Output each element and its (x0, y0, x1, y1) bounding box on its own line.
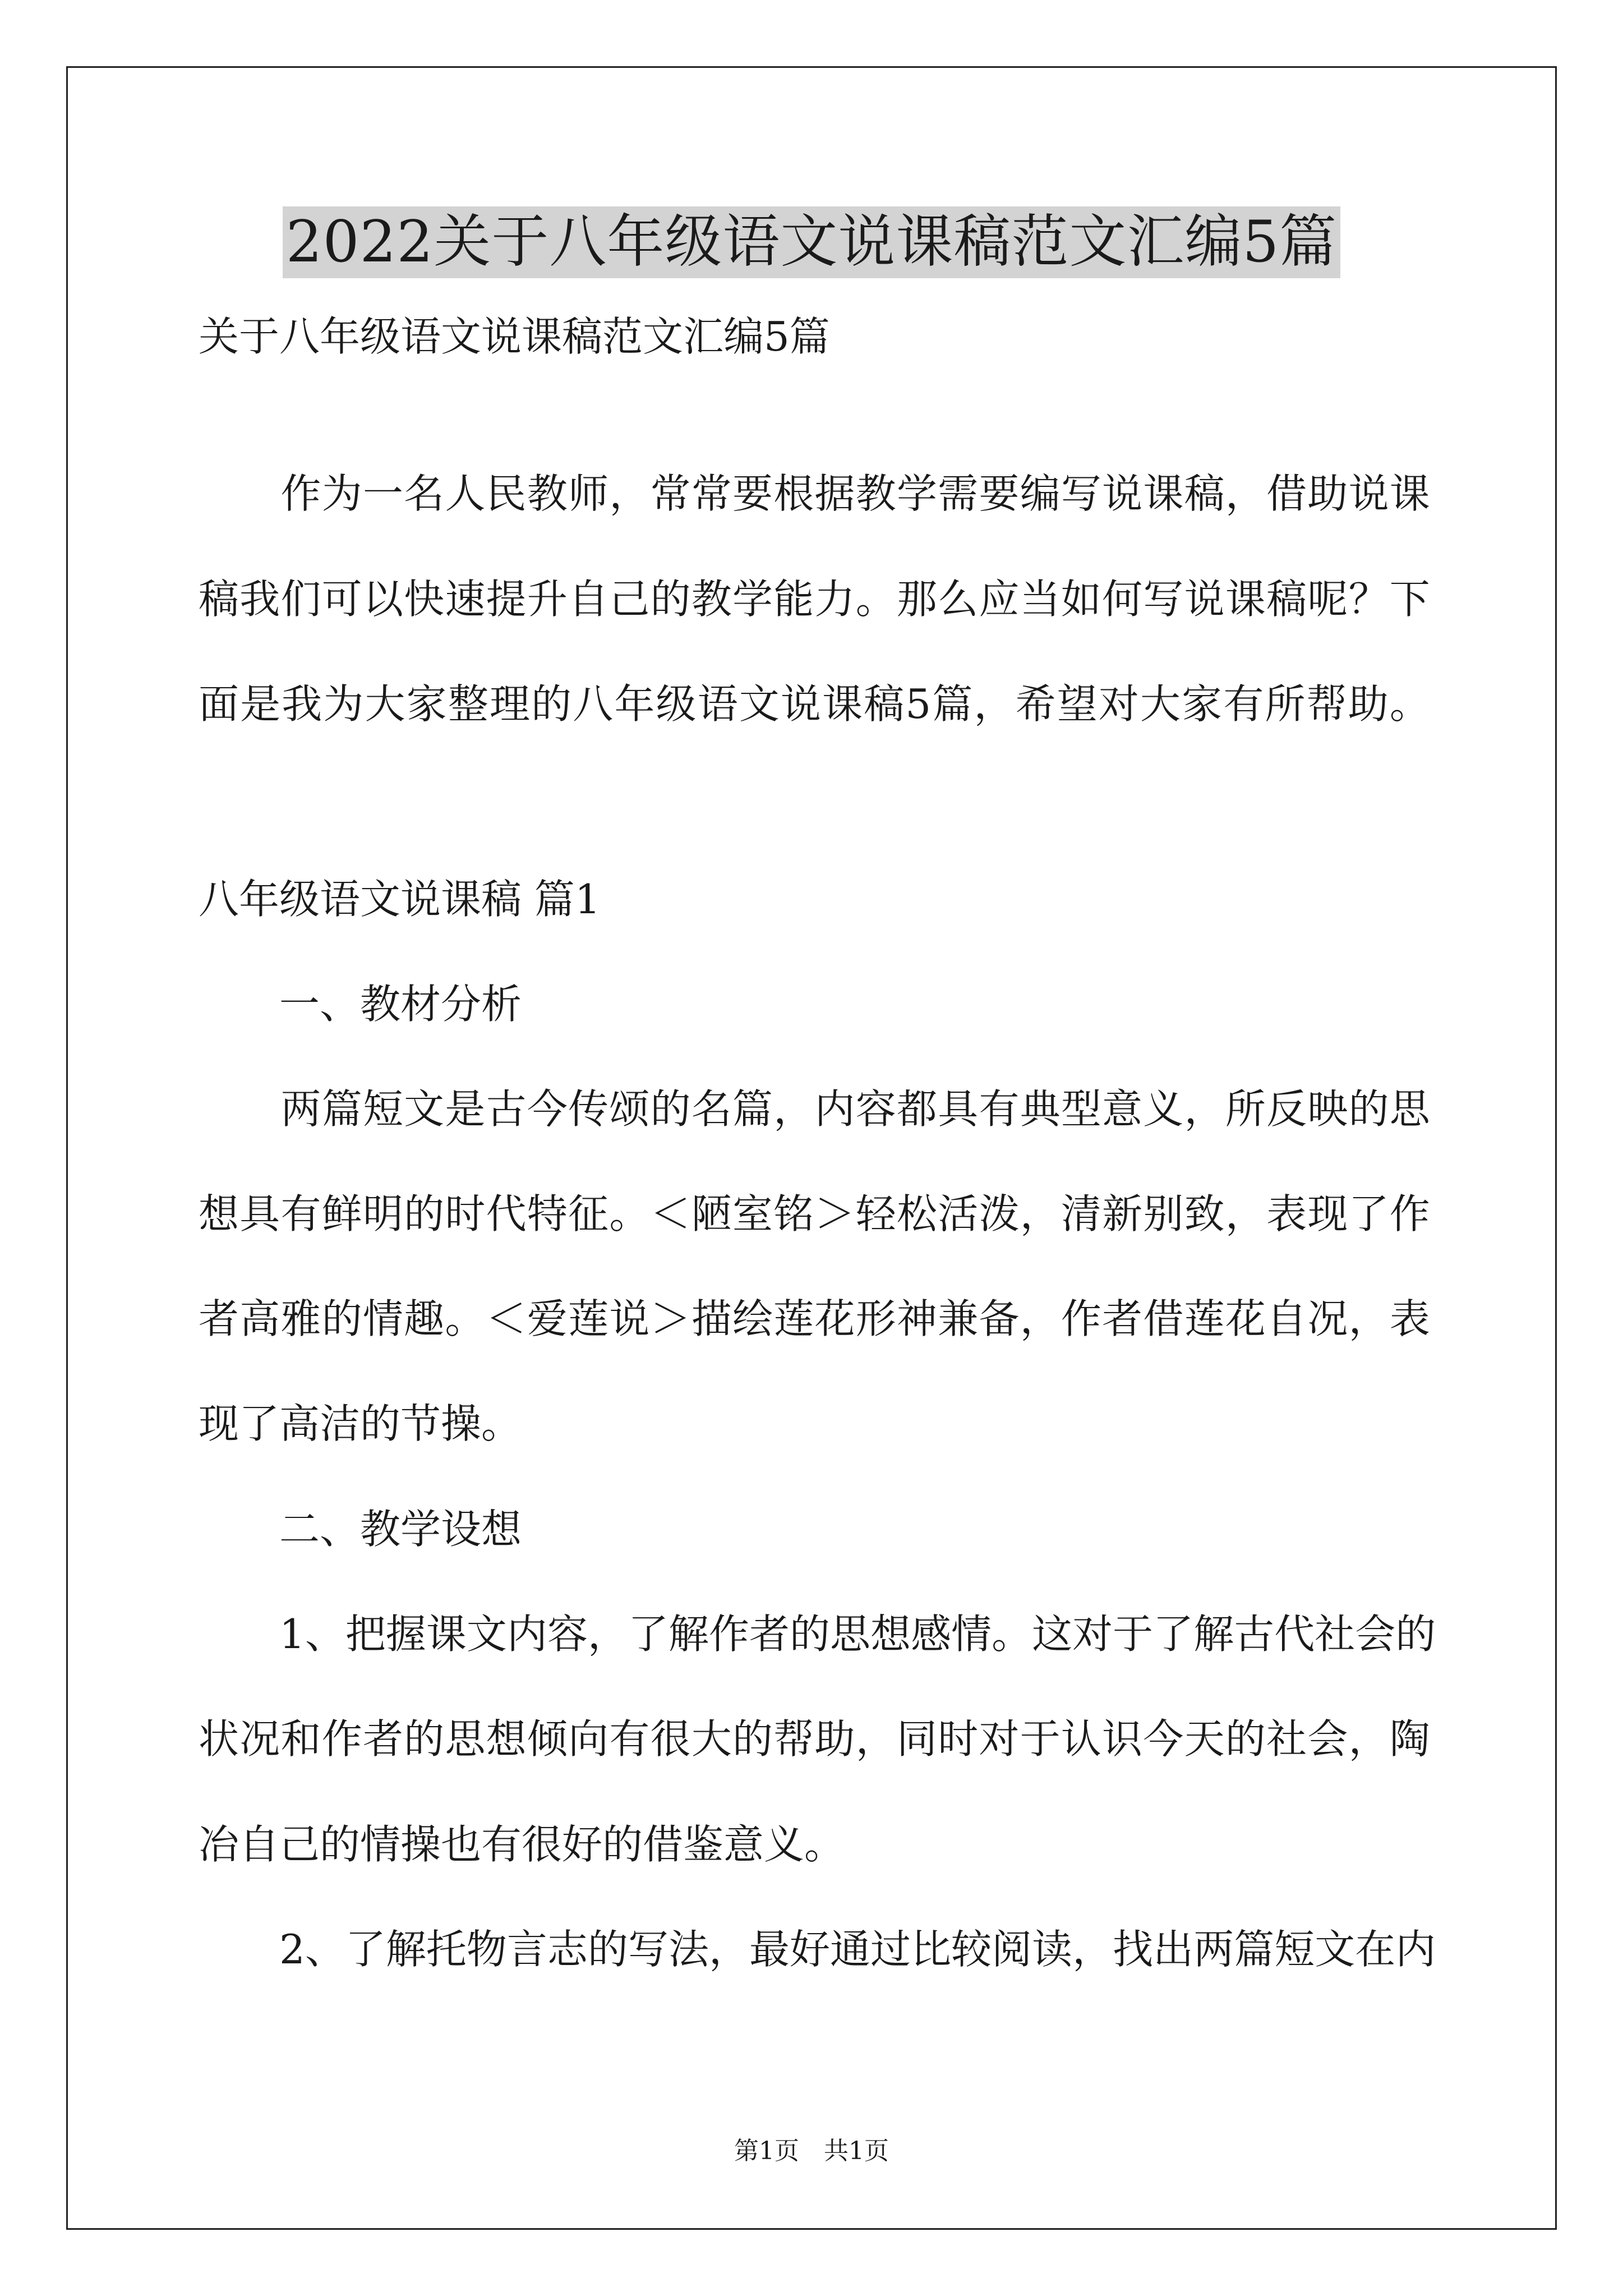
text-line: 二、教学设想 (199, 1506, 522, 1553)
text-line: 稿 我 们 可 以 快 速 提 升 自 己 的 教 学 能 力 。 那 么 应 当 如 何 写 说 课 稿 呢 ？ 下 (199, 576, 1430, 623)
document-subtitle: 关于八年级语文说课稿范文汇编5篇 (199, 313, 830, 360)
text-line: 面 是 我 为 大 家 整 理 的 八 年 级 语 文 说 课 稿 5 篇 ， 希 望 对 大 家 有 所 帮 助 。 (199, 680, 1430, 728)
page-border (66, 66, 1557, 2230)
page-footer: 第1页 共1页 (734, 2137, 889, 2165)
text-line: 一、教材分析 (199, 981, 522, 1028)
text-line: 两 篇 短 文 是 古 今 传 颂 的 名 篇 ， 内 容 都 具 有 典 型 意 义 ， 所 反 映 的 思 (280, 1085, 1430, 1133)
text-line: 1 、 把 握 课 文 内 容 ， 了 解 作 者 的 思 想 感 情 。 这 对 于 了 解 古 代 社 会 的 (279, 1611, 1436, 1658)
text-line: 八年级语文说课稿 篇1 (199, 876, 601, 923)
text-line: 冶自己的情操也有很好的借鉴意义。 (199, 1821, 845, 1868)
title-wrap (0, 206, 1623, 278)
text-line: 想 具 有 鲜 明 的 时 代 特 征 。 ＜ 陋 室 铭 ＞ 轻 松 活 泼 ， 清 新 别 致 ， 表 现 了 作 (199, 1190, 1430, 1237)
text-line: 现了高洁的节操。 (199, 1400, 522, 1447)
text-line: 作 为 一 名 人 民 教 师 ， 常 常 要 根 据 教 学 需 要 编 写 说 课 稿 ， 借 助 说 课 (280, 470, 1430, 517)
document-title: 2022关于八年级语文说课稿范文汇编5篇 (283, 206, 1340, 278)
text-line: 者 高 雅 的 情 趣 。 ＜ 爱 莲 说 ＞ 描 绘 莲 花 形 神 兼 备 ， 作 者 借 莲 花 自 况 ， 表 (199, 1295, 1430, 1342)
text-line: 状 况 和 作 者 的 思 想 倾 向 有 很 大 的 帮 助 ， 同 时 对 于 认 识 今 天 的 社 会 ， 陶 (199, 1715, 1430, 1763)
text-line: 2 、 了 解 托 物 言 志 的 写 法 ， 最 好 通 过 比 较 阅 读 ， 找 出 两 篇 短 文 在 内 (279, 1926, 1436, 1973)
